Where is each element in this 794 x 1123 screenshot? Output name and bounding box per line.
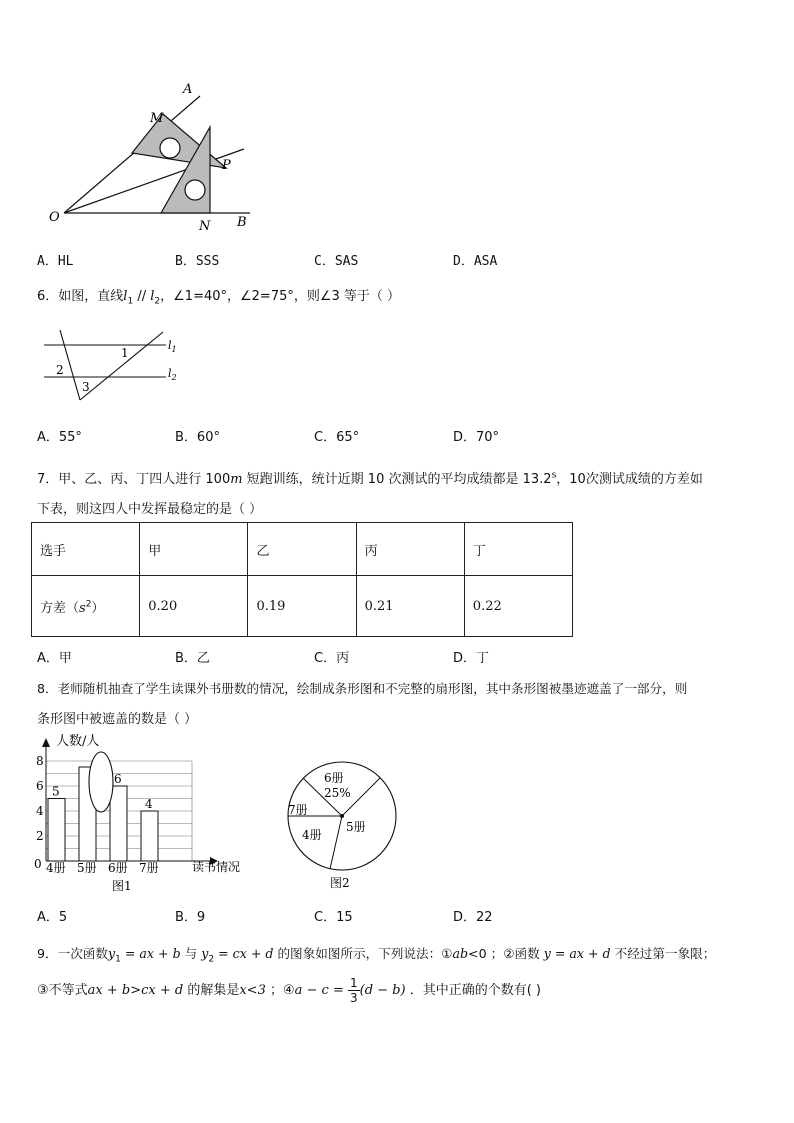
q5-option-d[interactable]: D．ASA (453, 254, 498, 269)
q5-option-a[interactable]: A．HL (37, 254, 74, 269)
transversal-right (80, 332, 163, 400)
label-O: O (49, 210, 60, 225)
label-l1-letter: l (168, 339, 172, 352)
q6-option-c[interactable]: C．65° (314, 430, 360, 445)
label-A: A (183, 82, 193, 97)
ink-blot (89, 752, 113, 812)
q9-number: 9． (37, 946, 58, 961)
variance-table (31, 522, 573, 637)
angle-label-1: 1 (121, 346, 129, 360)
q8-stem-line1: 8．老师随机抽查了学生读课外书册数的情况，绘制成条形图和不完整的扇形图，其中条形图被墨迹遮盖了一部分，则 (37, 681, 688, 696)
q6-number: 6． (37, 289, 59, 304)
y-tick-label: 6 (36, 779, 44, 793)
q7-option-d[interactable]: D．丁 (453, 651, 490, 666)
q6-l1: l (123, 289, 128, 304)
q8-option-a[interactable]: A．5 (37, 910, 68, 925)
q7-option-b[interactable]: B．乙 (175, 651, 210, 666)
set-square-M (132, 114, 226, 168)
q7-option-a[interactable]: A．甲 (37, 651, 72, 666)
q7-line1b: 短跑训练，统计近期 10 次测试的平均成绩都是 13.2 (242, 472, 552, 487)
bar-chart (30, 733, 270, 898)
q9-text-e: 不经过第一象限； (610, 946, 716, 961)
pie-label-6: 6册 (324, 771, 344, 785)
q6-figure (38, 325, 188, 405)
label-l2 (168, 367, 177, 382)
q9-y2: y (201, 946, 209, 961)
q6-option-b[interactable]: B．60° (175, 430, 220, 445)
x-category-label: 4册 (46, 861, 66, 875)
chart2-caption: 图2 (330, 876, 350, 890)
table-cell: 0.20 (140, 576, 248, 637)
q6-text-b: ，∠1=40°，∠2=75°，则∠3 等于（ ） (160, 289, 401, 304)
q9-text-b: 与 (180, 946, 202, 961)
pie-label-7: 7册 (288, 803, 308, 817)
q9-stem-line2 (37, 976, 541, 1005)
y-tick-label: 0 (34, 857, 42, 871)
q9-fraction (348, 976, 360, 1005)
table-row-label (32, 576, 140, 637)
table-row (32, 576, 573, 637)
table-header-cell: 乙 (248, 523, 356, 576)
q9-frac-num: 1 (350, 976, 358, 990)
q9-yfun: y = ax + d (543, 946, 611, 961)
q9-line2-b: 的解集是 (183, 983, 240, 998)
q7-stem-line2: 下表，则这四人中发挥最稳定的是（ ） (37, 502, 263, 517)
row-label-start: 方差（ (40, 600, 80, 616)
q6-stem (37, 285, 400, 307)
y-axis-label: 人数/人 (56, 734, 100, 749)
hole-M (160, 138, 180, 158)
q7-sec: s (551, 470, 557, 481)
row-label-end: ） (91, 600, 105, 616)
y-axis-arrow (42, 738, 50, 747)
q9-ineq: ax + b>cx + d (87, 983, 184, 998)
chart1-caption: 图1 (112, 879, 132, 893)
q9-stem-line1 (37, 943, 715, 965)
x-category-label: 5册 (77, 861, 97, 875)
q6-option-a[interactable]: A．55° (37, 430, 82, 445)
angle-label-2: 2 (56, 363, 64, 377)
q7-line1: 7．甲、乙、丙、丁四人进行 100 (37, 472, 231, 487)
table-cell: 0.22 (464, 576, 572, 637)
q5-option-c[interactable]: C．SAS (314, 254, 359, 269)
label-l2-sub: 2 (171, 373, 177, 382)
ray-OP (64, 149, 244, 213)
q9-line2-a: ③不等式 (37, 983, 88, 998)
bar-value-label: 6 (114, 772, 122, 786)
table-header-cell: 选手 (32, 523, 140, 576)
q7-unit-m: m (230, 472, 243, 487)
q9-xlt: x<3 (239, 983, 266, 998)
bar (110, 786, 127, 861)
q9-text-c: 的图象如图所示，下列说法：① (273, 946, 453, 961)
q9-eq1: = ax + b (120, 946, 181, 961)
q7-line1c: ，10次测试成绩的方差如 (556, 472, 703, 487)
bar (141, 811, 158, 861)
x-category-label: 6册 (108, 861, 128, 875)
table-cell: 0.19 (248, 576, 356, 637)
pie-chart (280, 760, 410, 895)
q9-text-a: 一次函数 (57, 946, 108, 961)
q8-option-d[interactable]: D．22 (453, 910, 493, 925)
q8-stem-line2: 条形图中被遮盖的数是（ ） (37, 712, 198, 727)
q8-option-c[interactable]: C．15 (314, 910, 353, 925)
q9-ab: ab (452, 946, 469, 961)
hole-N (185, 180, 205, 200)
q7-option-c[interactable]: C．丙 (314, 651, 350, 666)
bar-value-label: 5 (52, 784, 60, 799)
table-header-cell: 丙 (356, 523, 464, 576)
q9-line2-c: ；④ (265, 983, 295, 998)
angle-label-3: 3 (82, 380, 90, 394)
table-header-row (32, 523, 573, 576)
label-M: M (150, 111, 164, 126)
q6-l2: l (150, 289, 155, 304)
q6-l1-sub: 1 (127, 296, 134, 307)
label-l1-sub: 1 (171, 345, 177, 354)
table-header-cell: 丁 (464, 523, 572, 576)
q6-parallel: // (133, 289, 151, 304)
row-label-var: s (79, 600, 86, 616)
q6-l2-sub: 2 (154, 296, 161, 307)
label-B: B (237, 215, 247, 230)
q5-figure (40, 78, 270, 238)
pie-label-4: 4册 (302, 828, 322, 842)
q9-amc: a − c = (294, 983, 348, 998)
pie-center (340, 814, 344, 818)
y-tick-label: 8 (36, 754, 44, 768)
y-tick-label: 2 (36, 829, 44, 843)
label-N: N (199, 219, 211, 234)
q6-option-d[interactable]: D．70° (453, 430, 500, 445)
x-category-label: 7册 (139, 861, 159, 875)
bar (48, 799, 65, 862)
label-l2-letter: l (168, 367, 172, 380)
table-cell: 0.21 (356, 576, 464, 637)
row-label-exp: 2 (85, 599, 92, 610)
pie-pct-6: 25% (324, 786, 351, 800)
q6-text-a: 如图，直线 (58, 289, 124, 304)
y-tick-label: 4 (36, 804, 44, 818)
q9-text-d: <0 ；②函数 (468, 946, 544, 961)
label-P: P (222, 158, 231, 173)
q9-line2-d: ．其中正确的个数有( ) (405, 983, 542, 998)
q9-frac-rest: (d − b) (359, 983, 406, 998)
x-axis-label: 读书情况 (192, 860, 241, 874)
q9-y1-sub: 1 (115, 954, 121, 965)
q9-y1: y (107, 946, 116, 961)
q9-eq2: = cx + d (214, 946, 274, 961)
pie-label-5: 5册 (346, 820, 366, 834)
q7-stem-line1 (37, 468, 703, 487)
q8-option-b[interactable]: B．9 (175, 910, 206, 925)
table-header-cell: 甲 (140, 523, 248, 576)
q5-option-b[interactable]: B．SSS (175, 254, 220, 269)
q9-y2-sub: 2 (208, 954, 215, 965)
label-l1 (168, 339, 177, 354)
q9-frac-den: 3 (350, 991, 358, 1005)
bar-value-label: 4 (145, 797, 153, 811)
